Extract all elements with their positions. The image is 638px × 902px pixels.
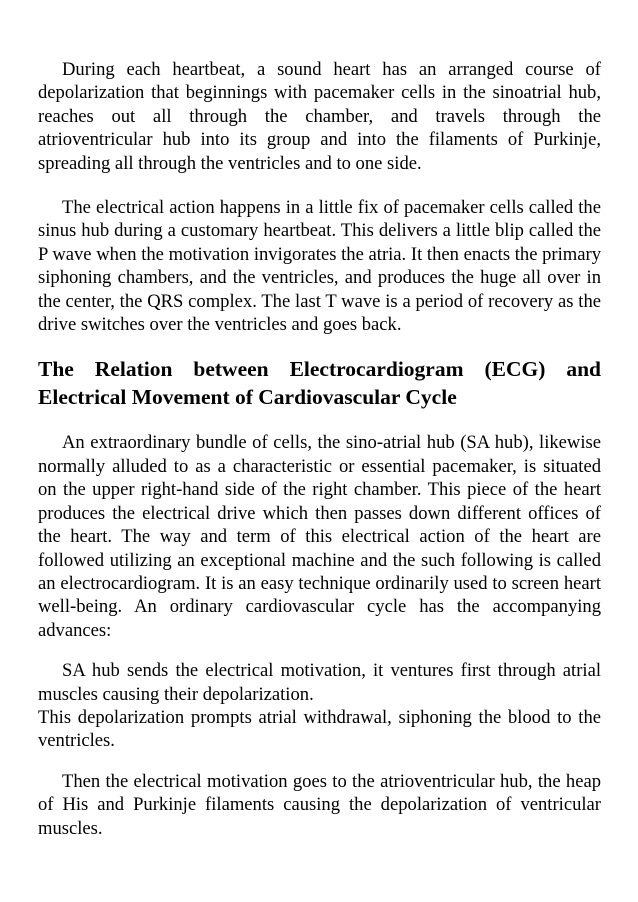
paragraph-heartbeat-depolarization: During each heartbeat, a sound heart has an arranged course of depolarization that beginnings with pacemaker cells in the sinoatrial hub, reaches out all through the chamber, and travels through the atrioventricular hub into its group and into the filaments of Purkinje, spreading all through the ventricles and to one side. bbox=[38, 59, 601, 174]
paragraph-atrioventricular-hub: Then the electrical motivation goes to the atrioventricular hub, the heap of His and Purkinje filaments causing the depolarization of ventricular muscles. bbox=[38, 770, 601, 839]
paragraph-electrical-action: The electrical action happens in a little fix of pacemaker cells called the sinus hub during a customary heartbeat. This delivers a little blip called the P wave when the motivation invigorates the atria. It then enacts the primary siphoning chambers, and the ventricles, and produces the huge all over in the center, the QRS complex. The last T wave is a period of recovery as the drive switches over the ventricles and goes back. bbox=[38, 197, 601, 336]
paragraph-sa-hub: An extraordinary bundle of cells, the sino-atrial hub (SA hub), likewise normally alluded to as a characteristic or essential pacemaker, is situated on the upper right-hand side of the right chamber. This piece of the heart produces the electrical drive which then passes down different offices of the heart. The way and term of this electrical action of the heart are followed utilizing an exceptional machine and the such following is called an electrocardiogram. It is an easy technique ordinarily used to screen heart well-being. An ordinary cardiovascular cycle has the accompanying advances: bbox=[38, 432, 601, 641]
section-heading: The Relation between Electrocardiogram (ECG) and Electrical Movement of Cardiovascular Cycle bbox=[38, 357, 601, 409]
paragraph-sa-hub-sends: SA hub sends the electrical motivation, it ventures first through atrial muscles causing their depolarization. bbox=[38, 660, 601, 705]
document-page bbox=[38, 58, 601, 840]
paragraph-atrial-withdrawal: This depolarization prompts atrial withdrawal, siphoning the blood to the ventricles. bbox=[38, 706, 601, 752]
